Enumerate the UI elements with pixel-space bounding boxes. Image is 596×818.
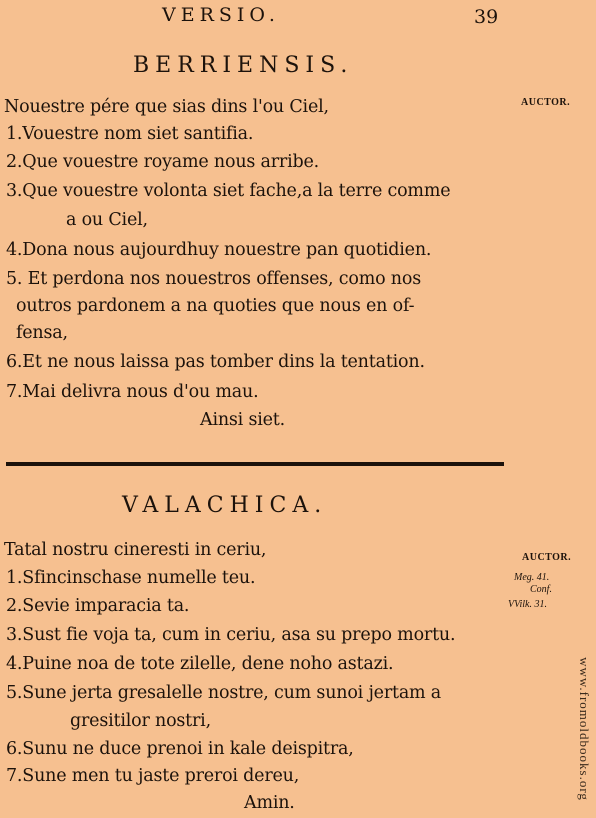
prayer-line: fensa, bbox=[16, 323, 68, 343]
prayer-line: 1.Sfincinschase numelle teu. bbox=[6, 568, 256, 588]
prayer-line: 7.Sune men tu jaste preroi dereu, bbox=[6, 766, 300, 786]
margin-note-auctor: AUCTOR. bbox=[522, 552, 572, 563]
margin-reference: Conf. bbox=[530, 584, 552, 595]
prayer-line: Ainsi siet. bbox=[200, 410, 285, 430]
margin-note-auctor: AUCTOR. bbox=[521, 97, 571, 108]
margin-reference: VVilk. 31. bbox=[508, 599, 547, 610]
prayer-line: 3.Sust fie voja ta, cum in ceriu, asa su prepo mortu. bbox=[6, 625, 456, 645]
prayer-line: 5.Sune jerta gresalelle nostre, cum sunoi jertam a bbox=[6, 683, 442, 703]
prayer-line: 4.Dona nous aujourdhuy nouestre pan quotidien. bbox=[6, 240, 432, 260]
prayer-line: Tatal nostru cineresti in ceriu, bbox=[4, 540, 267, 560]
section-divider bbox=[6, 462, 504, 466]
prayer-line: gresitilor nostri, bbox=[70, 711, 211, 731]
running-head: VERSIO. bbox=[162, 4, 280, 26]
prayer-line: 3.Que vouestre volonta siet fache,a la terre comme bbox=[6, 181, 451, 201]
prayer-line: 1.Vouestre nom siet santifia. bbox=[6, 124, 254, 144]
section-title-berriensis: BERRIENSIS. bbox=[133, 53, 354, 78]
prayer-line: 2.Sevie imparacia ta. bbox=[6, 596, 190, 616]
watermark-text: www.fromoldbooks.org bbox=[577, 657, 593, 801]
prayer-line: outros pardonem a na quoties que nous en of- bbox=[16, 296, 415, 316]
page-number: 39 bbox=[474, 6, 499, 28]
prayer-line: 7.Mai delivra nous d'ou mau. bbox=[6, 382, 259, 402]
prayer-line: 6.Sunu ne duce prenoi in kale deispitra, bbox=[6, 739, 354, 759]
margin-reference: Meg. 41. bbox=[514, 572, 550, 583]
prayer-line: Amin. bbox=[244, 793, 295, 813]
watermark bbox=[574, 640, 594, 818]
section-title-valachica: VALACHICA. bbox=[122, 493, 328, 518]
prayer-line: 4.Puine noa de tote zilelle, dene noho astazi. bbox=[6, 654, 394, 674]
prayer-line: 2.Que vouestre royame nous arribe. bbox=[6, 152, 320, 172]
prayer-line: Nouestre pére que sias dins l'ou Ciel, bbox=[4, 97, 329, 117]
prayer-line: a ou Ciel, bbox=[66, 210, 148, 230]
prayer-line: 6.Et ne nous laissa pas tomber dins la tentation. bbox=[6, 352, 425, 372]
prayer-line: 5. Et perdona nos nouestros offenses, como nos bbox=[6, 269, 421, 289]
